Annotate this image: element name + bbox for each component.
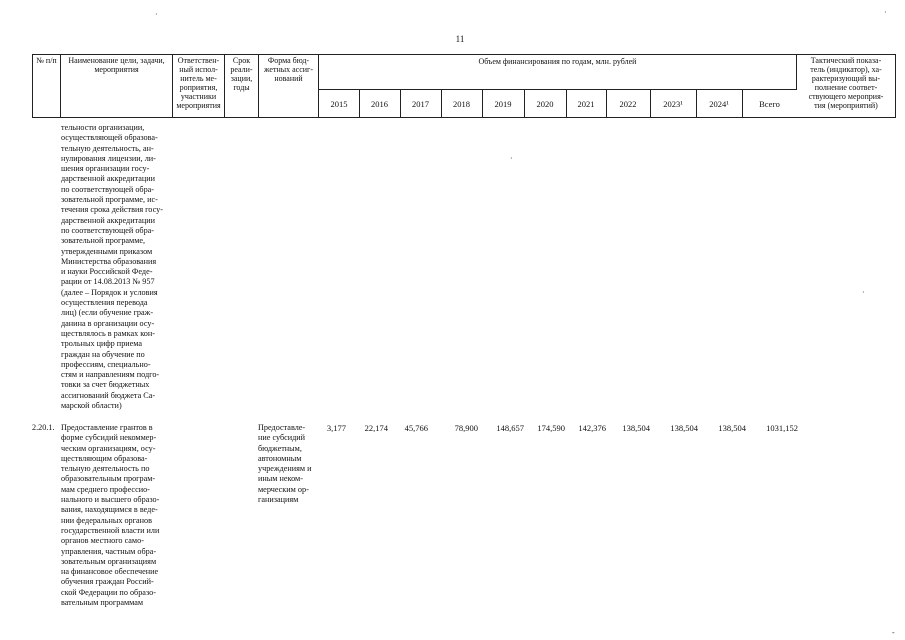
year-2015: 2015 — [319, 90, 360, 118]
scan-mark: · — [510, 154, 513, 163]
year-2018: 2018 — [441, 90, 483, 118]
year-total: Всего — [759, 99, 780, 109]
value-2021: 142,376 — [578, 423, 606, 433]
value-2015: 3,177 — [326, 423, 346, 433]
header-form: Форма бюд- жетных ассиг- нований — [259, 55, 319, 117]
year-2020: 2020 — [524, 90, 567, 118]
scan-mark: · — [155, 10, 158, 19]
value-2018: 78,900 — [454, 423, 478, 433]
header-indicator: Тактический показа- тель (индикатор), ха- рактеризующий вы- полнение соответ- ствующего мероприя- тия (мероприятий) — [808, 56, 884, 110]
year-2024: 2024¹ — [696, 90, 743, 118]
continued-name-text: тельности организации, осуществляющей образова- тельную деятельность, ан- нулирования лицензии, ли- шения организации госу- дарственной аккредитации по соответствующей обра- зовательной программе, ис- течения срока действия госу- дарственной аккредитации по соответствующей обра- зовательной программе, утвержденными приказом Министерства образования и науки Российской Феде- рации от 14.08.2013 № 957 (далее – Порядок и условия осуществления перевода лиц) (если обучение граж- данина в организации осу- ществлялось в рамках кон- трольных цифр приема граждан на обучение по профессиям, специально- стям и направлениям подго- товки за счет бюджетных ассигнований бюджета Са- марской области) — [61, 123, 163, 411]
value-2017: 45,766 — [404, 423, 428, 433]
year-2022: 2022 — [606, 90, 651, 118]
year-2017: 2017 — [400, 90, 442, 118]
page-number: 11 — [455, 34, 465, 44]
header-term: Срок реали- зации, годы — [225, 55, 259, 117]
scan-mark: · — [862, 288, 865, 297]
row-form: Предоставле- ние субсидий бюджетным, автономным учреждениям и иным неком- мерческим ор- ганизациям — [258, 423, 312, 505]
header-number: № п/п — [33, 55, 61, 117]
value-total: 1031,152 — [766, 423, 798, 433]
value-2024: 138,504 — [718, 423, 746, 433]
header-name: Наименование цели, задачи, мероприятия — [61, 55, 173, 117]
scan-mark: · — [884, 8, 887, 17]
row-name: Предоставление грантов в форме субсидий некоммер- ческим организациям, осу- ществляющим образова- тельную деятельность по образовательным програм- мам среднего профессио- нального и высшего образо- вания, находящимся в веде- нии федеральных органов государственной власти или органов местного само- управления, частным обра- зовательным организациям на финансовое обеспечение обучения граждан Россий- ской Федерации по образо- вательным программам — [61, 423, 160, 608]
value-2016: 22,174 — [364, 423, 388, 433]
row-number: 2.20.1. — [32, 423, 55, 432]
table-header — [32, 54, 896, 118]
value-2019: 148,657 — [496, 423, 524, 433]
value-2020: 174,590 — [537, 423, 565, 433]
header-funding: Объем финансирования по годам, млн. рублей — [319, 55, 797, 89]
scan-mark: - — [892, 628, 895, 637]
year-2016: 2016 — [359, 90, 401, 118]
year-2023: 2023¹ — [650, 90, 697, 118]
year-2021: 2021 — [566, 90, 607, 118]
year-row — [319, 89, 797, 118]
year-2019: 2019 — [482, 90, 525, 118]
header-responsible: Ответствен- ный испол- нитель ме- роприятия, участники мероприятия — [173, 55, 225, 117]
value-2022: 138,504 — [622, 423, 650, 433]
value-2023: 138,504 — [670, 423, 698, 433]
